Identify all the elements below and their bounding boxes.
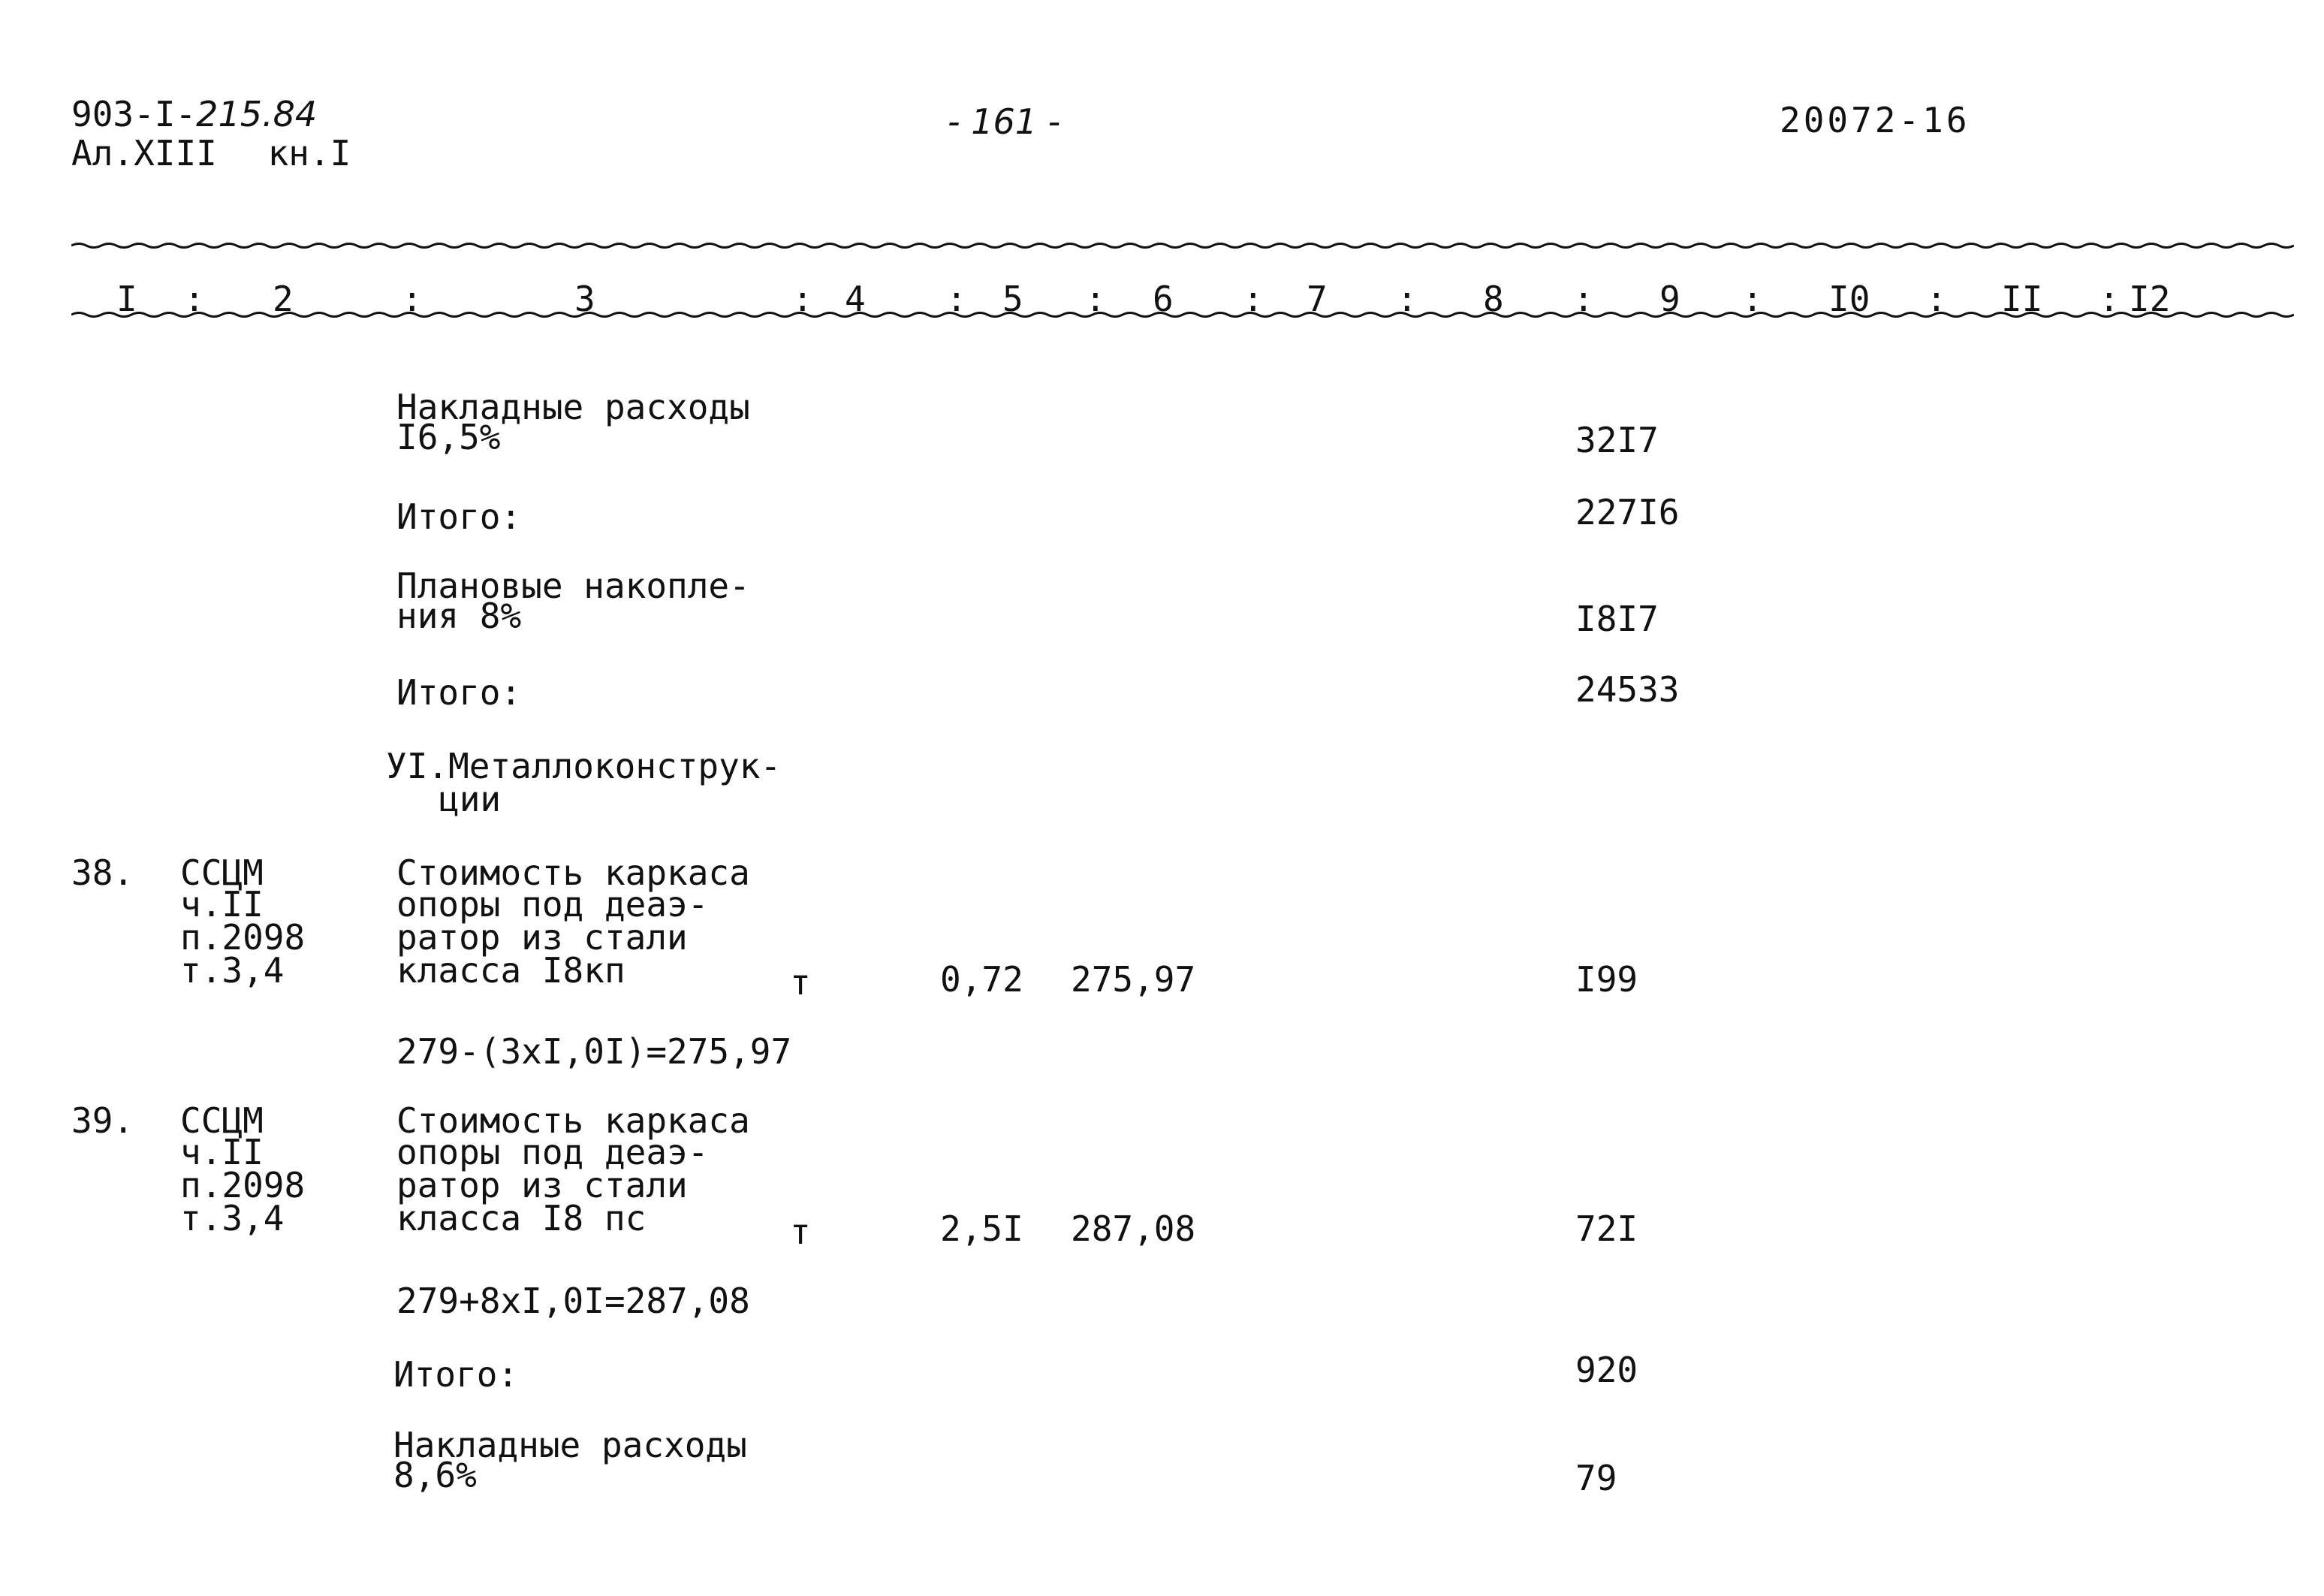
column-separator: :: [184, 279, 205, 319]
ref-point: п.2098: [180, 917, 306, 958]
item-number: 39.: [71, 1100, 134, 1141]
column-separator: :: [402, 279, 423, 319]
subtotal-value: 227I6: [1575, 492, 1680, 533]
item-unit-price: 275,97: [1071, 959, 1196, 1000]
planned-savings-description: [396, 568, 750, 634]
section-heading: [386, 748, 781, 817]
document-code: [71, 96, 317, 132]
column-header-7: 7: [1307, 279, 1328, 319]
item-number: 38.: [71, 852, 134, 893]
ref-part: ч.II: [180, 884, 264, 925]
subtotal-value: 24533: [1575, 669, 1680, 710]
item-unit-price: 287,08: [1071, 1208, 1196, 1249]
ref-part: ч.II: [180, 1132, 264, 1172]
book-label: кн.I: [267, 133, 351, 173]
ref-table: т.3,4: [180, 950, 285, 991]
column-separator: :: [1742, 279, 1763, 319]
subtotal-label: Итого:: [396, 496, 522, 537]
planned-savings-rate: ния 8%: [396, 596, 522, 636]
item-description: [396, 1100, 750, 1238]
order-number: 20072-16: [1780, 100, 1970, 140]
item-reference: [180, 1100, 306, 1238]
overhead-label: Накладные расходы: [396, 387, 750, 427]
column-separator: :: [1926, 279, 1947, 319]
item-description-line: опоры под деаэ-: [396, 884, 709, 925]
overhead-rate: I6,5%: [396, 417, 501, 457]
item-description-line: Стоимость каркаса: [396, 1100, 750, 1141]
column-header-1: I: [116, 279, 137, 319]
column-separator: :: [1573, 279, 1594, 319]
ref-source: ССЦМ: [180, 852, 264, 893]
overhead-description: [396, 389, 750, 455]
column-header-8: 8: [1483, 279, 1504, 319]
item-unit: т: [790, 1211, 811, 1252]
item-reference: [180, 852, 306, 991]
ref-source: ССЦМ: [180, 1100, 264, 1141]
column-header-12: I2: [2129, 279, 2171, 319]
item-quantity: 0,72: [940, 959, 1023, 1000]
subtotal-label: Итого:: [393, 1354, 519, 1395]
item-formula: 279-(3xI,0I)=275,97: [396, 1031, 792, 1072]
column-header-4: 4: [845, 279, 866, 319]
column-header-6: 6: [1153, 279, 1174, 319]
column-header-5: 5: [1002, 279, 1023, 319]
album-book-label: [71, 135, 351, 171]
item-description-line: опоры под деаэ-: [396, 1132, 709, 1172]
section-title-continued: ции: [439, 779, 502, 819]
item-total: 72I: [1575, 1208, 1638, 1249]
column-header-11: II: [2001, 279, 2043, 319]
planned-savings-label: Плановые накопле-: [396, 566, 750, 606]
item-description-line: Стоимость каркаса: [396, 852, 750, 893]
item-quantity: 2,5I: [940, 1208, 1023, 1249]
column-separator: :: [2099, 279, 2120, 319]
overhead-description: [393, 1427, 747, 1493]
column-separator: :: [1085, 279, 1106, 319]
section-title: УI.Металлоконструк-: [386, 746, 782, 786]
subtotal-label: Итого:: [396, 672, 522, 713]
page-number: - 161 -: [948, 101, 1061, 142]
overhead-total: 32I7: [1575, 420, 1659, 460]
ref-point: п.2098: [180, 1165, 306, 1205]
item-description-line: класса I8 пс: [396, 1198, 647, 1238]
item-total: I99: [1575, 959, 1638, 1000]
ref-table: т.3,4: [180, 1198, 285, 1238]
overhead-total: 79: [1575, 1458, 1617, 1498]
album-label: Ал.XIII: [71, 133, 217, 173]
header-bottom-rule: [71, 311, 2294, 318]
column-separator: :: [946, 279, 967, 319]
column-header-9: 9: [1659, 279, 1680, 319]
document-code-handwritten: 215.84: [196, 94, 318, 134]
column-separator: :: [1397, 279, 1418, 319]
subtotal-value: 920: [1575, 1350, 1638, 1390]
item-formula: 279+8xI,0I=287,08: [396, 1281, 750, 1321]
item-description: [396, 852, 750, 991]
column-header-2: 2: [273, 279, 294, 319]
item-unit: т: [790, 962, 811, 1003]
item-description-line: ратор из стали: [396, 1165, 688, 1205]
overhead-label: Накладные расходы: [393, 1425, 747, 1465]
column-header-3: 3: [574, 279, 595, 319]
planned-savings-total: I8I7: [1575, 599, 1659, 639]
overhead-rate: 8,6%: [393, 1455, 477, 1495]
column-header-10: I0: [1828, 279, 1870, 319]
item-description-line: ратор из стали: [396, 917, 688, 958]
item-description-line: класса I8кп: [396, 950, 625, 991]
column-separator: :: [792, 279, 813, 319]
column-separator: :: [1243, 279, 1264, 319]
document-code-printed: 903-I-: [71, 94, 197, 134]
top-rule: [71, 242, 2294, 249]
